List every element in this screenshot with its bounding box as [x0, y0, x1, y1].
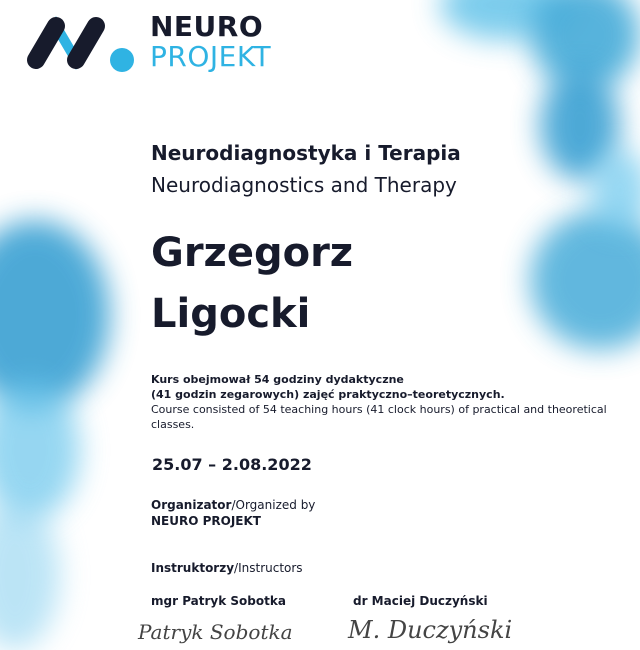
course-description [151, 372, 607, 432]
instructors-label-pl: Instruktorzy [151, 561, 235, 575]
logo-text-projekt: PROJEKT [150, 40, 272, 73]
signature: M. Duczyński [348, 616, 513, 644]
description-pl-line2: (41 godzin zegarowych) zajęć praktyczno–teoretycznych. [151, 388, 505, 401]
recipient-last-name: Ligocki [151, 291, 311, 337]
course-title-pl: Neurodiagnostyka i Terapia [151, 141, 461, 165]
organizer-label [151, 498, 315, 512]
description-en-line2: classes. [151, 418, 195, 431]
description-pl-line1: Kurs obejmował 54 godziny dydaktyczne [151, 373, 404, 386]
logo-text-neuro: NEURO [150, 10, 264, 43]
instructors-label-en: /Instructors [234, 561, 303, 575]
organizer-label-en: /Organized by [231, 498, 316, 512]
course-date: 25.07 – 2.08.2022 [152, 455, 312, 474]
organizer-label-pl: Organizator [151, 498, 232, 512]
signature: Patryk Sobotka [138, 620, 293, 644]
instructor-name: dr Maciej Duczyński [353, 594, 488, 608]
instructors-label [151, 561, 303, 575]
course-title-en: Neurodiagnostics and Therapy [151, 173, 457, 197]
description-en-line1: Course consisted of 54 teaching hours (41 clock hours) of practical and theoretical [151, 403, 607, 416]
logo-mark-icon [18, 8, 138, 78]
recipient-first-name: Grzegorz [151, 230, 354, 276]
organizer-name: NEURO PROJEKT [151, 514, 261, 528]
instructor-name: mgr Patryk Sobotka [151, 594, 286, 608]
